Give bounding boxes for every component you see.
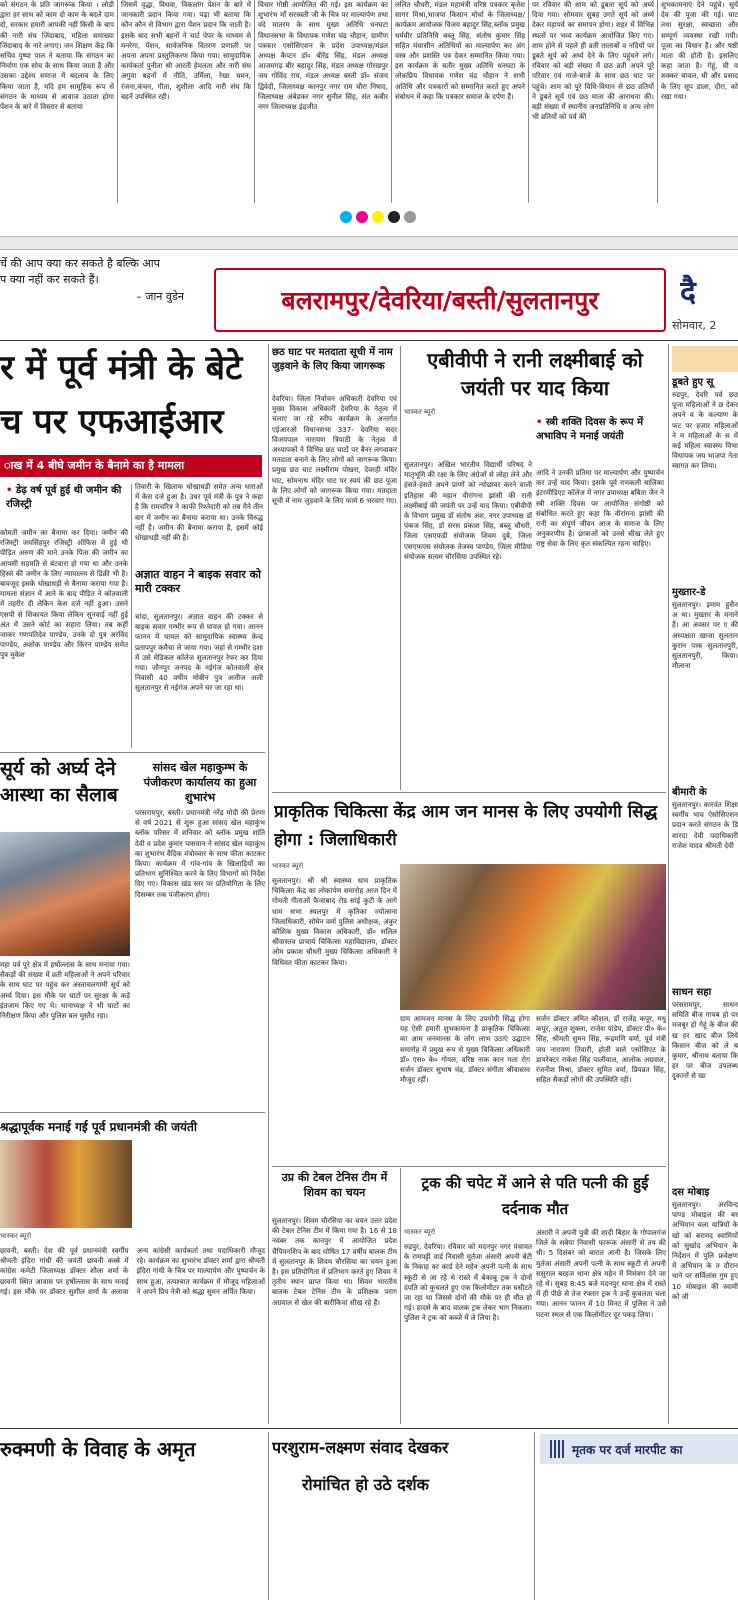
truck-byline: भास्कर ब्यूरो [404, 1228, 436, 1236]
sidebar-item-body: सुलतानपुर। अरविन्द पाण्ड मोबाइल की बर अभियान चला यात्रियों के खो को बरामद स्वामियों को सुखोद अभियान के निर्देशन में पुलि फ्रवेक्षण में अभियान के त दौरान थाने पर सर्विलांस गुम हुए 10 मोबाइल की स्वामी को जी [672, 1200, 738, 1301]
top-col-6: शुभकामनाएं देने पहुंचे। सूर्य देव की पूजा की गई। घाट तथा सुरक्षा, स्वच्छता और सम्पूर्ण व्यवस्था रखी गयी। पूजा का विधान है। और षष्ठी माता की होती है। इसलिए कहा जाता है। गेहूं, घी व शक्कर चावल, घी और प्रसाद के लिए सूप डाला, दौरा, को रखा गया। [661, 0, 738, 101]
lead-sub-bullet: • डेढ़ वर्ष पूर्व हुई थी जमीन की रजिस्ट्री [6, 484, 126, 524]
sansad-body: परसरामपुर, बस्ती। प्रधानमंत्री नरेंद्र मोदी की प्रेरणा से वर्ष 2021 से शुरू हुआ सांसद खेल महाकुंभ ब्लॉक परिसर में शनिवार को ब्लॉक प्रमुख शांति देवी व प्रदेश कुमार पासवान ने सांसद खेल महाकुंभ का शुभारंभ वैदिक मंत्रोच्चार के साथ फीता काटकर किया। कार्यक्रम में गांव-गांव के खिलाड़ियों का प्रतिभाग सुनिश्चित करने के लिए विभागों को निर्देश दिए गए। विकास खंड स्तर पर प्रतियोगिता के लिए दिसम्बर तक पंजीकरण होगा। [135, 808, 265, 899]
chhath-body: महा पर्व पूरे क्षेत्र में हर्षोल्लास के साथ मनाया गया। सैकड़ों की संख्या में व्रती महिलाओं ने अपने परिवार के साथ घाट पर पहुंच कर अस्ताचलगामी सूर्य को अर्घ्य दिया। इस मौके पर घाटों पर सुरक्षा के कड़े इंतजाम किए गए थे। थानाध्यक्ष ने भी घाटों का निरीक्षण किया और पुलिस बल मुस्तैद रहा। [0, 960, 130, 1021]
prakritik-body-mid: ग्राम आमजन मानस के लिए उपयोगी सिद्ध होगा यह ऐसी हमारी शुभकामना है प्राकृतिक चिकित्सा का आम जनमानस के लोग लाभ उठाएं उद्घाटन समारोह में प्रमुख रूप से मुख्य चिकित्सा अधिकारी डॉ० एस० के० गोयल, वरिष्ठ नाक कान गला रोग सर्जन डॉक्टर सुभाष चंद्र, डॉक्टर संगीता श्रीवास्तव मौजूद रहीं। [400, 1014, 530, 1085]
quote-line-2: प क्या नहीं कर सकते हैं। [0, 273, 99, 286]
parshuram-headline: परशुराम-लक्ष्मण संवाद देखकर [272, 1438, 449, 1457]
registration-dots [340, 211, 440, 225]
mritak-bars-icon [550, 1440, 566, 1458]
top-col-4: ललित चौधरी, मंडल महामंत्री वरिष्ठ पत्रकार बृजेश सागर मिश्रा,भाजपा किसान मोर्चा के जिलाध्यक्ष/कार्यक्रम आयोजक विजय बहादुर सिंह,ब्लॉक प्रमुख धर्मवीर प्रतिनिधि बब्लू सिंह, संतोष कुमार सिंह सहित मंचासीन अतिथियों का माल्यार्पण कर अंग वस्त्र और प्रशस्ति पत्र देकर सम्मानित किया गया। इस कार्यक्रम के बतौर मुख्य अतिथि धनघटा के लोकप्रिय विधायक गणेश चंद्र चौहान ने सभी अतिथि और पत्रकारों को सम्मानित करते हुए अपने संबोधन में कहा कि पत्रकार समाज के दर्पण हैं। [395, 0, 525, 101]
quote-line-1: र्चे की आप क्या कर सकते है बल्कि आप [0, 257, 160, 270]
indira-byline: भास्कर ब्यूरो [0, 1232, 32, 1240]
rani-sidebar-bullet: • स्त्री शक्ति दिवस के रूप में अभाविप ने मनाई जयंती [536, 416, 664, 464]
mritak-headline: मृतक पर दर्ज मारपीट का [572, 1442, 683, 1457]
sidebar-item [672, 376, 738, 586]
date-fragment: सोमवार, 2 [672, 319, 717, 332]
sidebar-item-headline: मुख्तार-डे [672, 587, 706, 598]
top-col-2: जिसमें वृद्धा, विधवा, विकलांग पेंशन के बारे में जानकारी प्रदान किया गया। पढ़ा भी बताया कि कौन कौन से विभाग द्वारा पेंशन प्रदान कि जाती है। इसके बाद सभी बहनों ने चार्ट पेपर के माध्यम से मनरेगा, पेंशन, सार्वजनिक वितरण प्रणाली पर अपना अपना प्रस्तुतिकरण किया गया। सामुदायिक कार्यकर्ता पुनीता श्री आरती हेमलता और नारी संघ अगुवा बहनों में नीति, उर्मिला, रेखा चमन, रंजना,कंचन, गीता, शुशीला आदि नारी संघ कि बहनें उपस्थित रही। [121, 0, 251, 101]
rani-body-right: आदि ने उनकी प्रतिमा पर माल्यार्पण और पुष्पार्चन कर उन्हें याद किया। इसके पूर्व रामकली बालिका इंटरमीडिएट कॉलेज में नगर उपाध्यक्ष बबिता जैन ने स्त्री शक्ति दिवस पर आयोजित संगोष्ठी को संबोधित करते हुए कहा कि वीरांगना झांसी की रानी का संपूर्ण जीवन आज के समाज के लिए अनुकरणीय है। छात्राओं को उनसे सीख लेते हुए राष्ट्र सेवा के लिए कृत संकल्पित रहना चाहिए। [536, 468, 664, 549]
sidebar-item-body: परसरामपुर, साधन समिति बीज गायब हो पर मजबूर हो गेहूं के बीज की ख हर खाद बीज लिये किसान बीज को ले ब कुमार, श्रीनाथ बताया कि हर पर बीज उपलब्ध दुकानों से खा [672, 1000, 738, 1081]
top-col-3: विचार गोष्ठी आयोजित की गई। इस कार्यक्रम का शुभारंभ माँ सरस्वती जी के चित्र पर माल्यार्पण तथा वंदे मातरम के साथ मुख्य अतिथि धनघटा विधानसभा के विधायक गणेश चंद्र चौहान, ग्रामीण पत्रकार एसोसिएशन के प्रदेश उपाध्यक्ष/मंडल अध्यक्ष कैप्टन डॉ० बीरेंद्र सिंह, मंडल अध्यक्ष आजमगढ़ बीर बहादुर सिंह, मंडल अध्यक्ष गोरखपुर जय गोविंद राय, मंडल अध्यक्ष बस्ती डॉ० संजय द्विवेदी, जिलाध्यक्ष कानपुर नगर राम चौरा निषाद, जिलाध्यक्ष अंबेडकर नगर सुनील सिंह, संत कबीर नगर जिलाध्यक्ष इंद्रजीत [258, 0, 388, 112]
parshuram-sub: रोमांचित हो उठे दर्शक [302, 1475, 429, 1494]
truck-headline: ट्रक की चपेट में आने से पति पत्नी की हुई दर्दनाक मौत [421, 1174, 649, 1218]
edition-title-band [214, 268, 666, 332]
lead-headline-2: च पर एफआईआर [0, 402, 224, 442]
logo-fragment: दै [680, 275, 696, 310]
prakritik-body-left: सुलतानपुर। श्री श्री स्वास्थ्य धाम प्राकृतिक चिकित्सा केंद्र का लोकार्पण समारोह आज दिन में गोमती गीताओं फैजाबाद रोड सांई कुटी के आगे धाम सभा स्थलपुर में कृतिका ज्योत्सना जिलाधिकारी, सोमेन वर्मा पुलिस अधीक्षक, अंकुर कौशिक मुख्य विकास अधिकारी, डॉ० सलिल श्रीवास्तव प्राचार्य चिकित्सा महाविद्यालय, डॉक्टर ओम प्रकाश चौधरी मुख्य चिकित्सा अधिकारी ने विधिवत फीता काटकर किया। [272, 876, 397, 967]
sidebar-item-headline: डूबते हुए सू [672, 377, 714, 388]
rani-headline: एबीवीपी ने रानी लक्ष्मीबाई को जयंती पर याद किया [427, 348, 643, 400]
sidebar-item-body: सुलतानपुर। कारवंत शिक्षा स्वर्गीय भाव ऐसोसिएशन प्रदान करते संगठन के डि शारदा देवी पदाधिकारी राजेश यादव श्रीमती देवी [672, 800, 738, 850]
rani-byline: भास्कर ब्यूरो [404, 408, 436, 416]
prakritik-body-right: सर्जन डॉक्टर अमित कौशल, डॉ राजेंद्र कपूर, मधु कपूर, अतुल शुक्ला, राजेश पांडेय, डॉक्टर पी० के० सिंह, श्रीमती सुमन सिंह, रूद्रमणि वर्मा, पूर्व मंत्री जय नारायण तिवारी, होली वाले एसोसिएट के डायरेक्टर राकेश सिंह पालीवाल, आलोक अग्रवाल, रंजनीश मिश्रा, डॉक्टर सुमित वर्मा, प्रियव्रत सिंह, सहित सैकड़ों लोगों की उपस्थिति रही। [536, 1014, 666, 1085]
accident-body: चांदा, सुलतानपुर। अज्ञात वाहन की टक्कर से बाइक सवार गम्भीर रूप से घायल हो गया। आनन फानन में घायल को सामुदायिक स्वास्थ्य केन्द्र प्रतापपुर कमैचा ले जाया गया। जहां से गम्भीर दशा में उसे मेडिकल कॉलेज सुलतानपुर रेफर कर दिया गया। जौनपुर जनपद के नईगंज कोतवाली क्षेत्र निवासी 40 वर्षीय मोबीन पुत्र अजीज अली सुलतानपुर से नईगंज अपने घर जा रहा था। [135, 612, 263, 693]
dot-cyan [340, 211, 352, 223]
indira-headline: श्रद्धापूर्वक मनाई गई पूर्व प्रधानमंत्री की जयंती [0, 1120, 197, 1134]
lead-body-left: कोमती जमीन का बैनामा कर दिया। जमीन की रजिस्ट्री जयसिंहपुर रजिस्ट्री ऑफिस में हुई थी पीड़ित अरुण की माने उनके पिता की जमीन का आपसी सहमति से बंटवारा हो गया था और उनके हिस्से की जमीन के लिए न्यायालय से डिक्री भी है। बावजूद इसके धोखाधड़ी से बैनामा कराया गया है। मामला संज्ञान में आने के बाद पीड़ित ने कोतवाली में तहरीर दी लेकिन केस दर्ज नहीं हुआ। उसने एसपी से शिकायत किया लेकिन सुनवाई नहीं हुई अंत में उसने कोर्ट का सहारा लिया। तब कहीं जाकर गणपतिदेव पाण्डेय, उनके दो पुत्र अरविंद पाण्डेय, अशोक पाण्डेय और किरन पाण्डेय समेत पुत्र मुकेश [0, 528, 128, 660]
edition-title: बलरामपुर/देवरिया/बस्ती/सुलतानपुर [281, 286, 599, 315]
sansad-headline: सांसद खेल महाकुम्भ के पंजीकरण कार्यालय का हुआ शुभारंभ [143, 761, 257, 804]
chhath-headline: सूर्य को अर्घ्य देने आस्था का सैलाब [0, 758, 118, 806]
dot-black [388, 211, 400, 223]
voter-headline: छठ घाट पर मतदाता सूची में नाम जुड़वाने के लिए किया जागरूक [272, 347, 393, 372]
truck-body-right: अंसारी ने अपनी पुत्री की शादी बिहार के गोपालगंज जिले के सबेया निवासी फारूक अंसारी से तय की थी। 5 दिसंबर को बारात आनी है। जिसके लिए मुर्तजा अंसारी अपनी पत्नी के साथ स्कूटी से अपनी ससुराल बरहज थाना क्षेत्र महेन में निमंत्रण देने जा रहे थे। सुबह 8:45 बजे मदनपुर थाना क्षेत्र में रास्ते में ही पीछे से तेज रफ्तार ट्रक ने उन्हें कुचलता चला गया। आनन फानन में 10 मिनट में पुलिस ने उसे घटना स्थल से एक किलोमीटर दूर पकड़ लिया। [536, 1228, 666, 1319]
sidebar-item [672, 1186, 738, 1416]
prakritik-byline: भास्कर ब्यूरो [272, 862, 304, 870]
lead-body-right: तिवारी के खिलाफ धोखाधड़ी समेत अन्य धाराओं में केस दर्ज हुआ है। उधर पूर्व मंत्री के पुत्र ने कहा है कि रामचरित्र ने काफी रिश्तेदारी को तब मैने तीन बार में जमीन का बैनामा कराया था। उनके विरुद्ध नहीं है। जमीन की बैनामा कराया है, इसमें कोई धोखाधड़ी नहीं की है। [135, 482, 263, 543]
prakritik-headline: प्राकृतिक चिकित्सा केंद्र आम जन मानस के लिए उपयोगी सिद्ध होगा : जिलाधिकारी [274, 802, 658, 850]
indira-body: छावनी, बस्ती। देश की पूर्व प्रधानमंत्री स्वर्गीय श्रीमती इंदिरा गांधी की जयंती छावनी कस्बे में कांग्रेस कमेटी जिलाध्यक्ष डॉक्टर शौला शर्मा के छावनी स्थित आवास पर हर्षोल्लास के साथ मनाई गई। इस मौके पर डॉक्टर सुशील शर्मा के अलावा अन्य कांग्रेसी कार्यकर्ता तथा पदाधिकारी मौजूद रहे। कार्यक्रम का शुभारंभ डॉक्टर शर्मा द्वारा श्रीमती इंदिरा गांधी के चित्र पर माल्यार्पण और पुष्पार्चन के साथ हुआ, तत्पश्चात कार्यक्रम में मौजूद महिलाओं ने अपने प्रिय नेत्री को श्रद्धा सुमन अर्पित किया। [0, 1246, 265, 1296]
prakritik-photo [400, 864, 666, 1010]
truck-body-left: रुद्रपुर, देवरिया। रविवार को मदनपुर नगर पंचायत के रामपट्टी वार्ड निवासी मुर्तजा अंसारी अपनी बेटी के निकाह का कार्ड देने महेन अपनी पत्नी के साथ स्कूटी से जा रहे थे रास्ते में बेकाबू ट्रक ने दोनों दंपति को कुचलते हुए एक किलोमीटर तक घसीटते जा रहा था जिससे दोनों की मौके पर ही मौत हो गई। हादसे के बाद चालक ट्रक लेकर भाग निकला। पुलिस ने ट्रक को कब्जे में ले लिया है। [404, 1242, 532, 1323]
voter-body: देवरिया। जिला निर्वाचन अधिकारी देवरिया एवं मुख्य विकास अधिकारी देवरिया के नेतृत्व में चलाए जा रहे स्वीप कार्यक्रम के अन्तर्गत एईआरओ विधानसभा 337- देवरिया सदर विजयपाल नारायण त्रिपाठी के नेतृत्व में अध्यापकों ने विभिन्न छठ घाटों पर बैनर लगवाकर मतदाता बनाने के लिए लोगों को जागरूक किया। प्रमुख छठ घाट लक्ष्मीराम पोखरा, देवरही मंदिर घाट, सोमनाथ मंदिर घाट पर स्वयं की छठ पूजा के लिए लोगों को जागरूक किया गया। मतदाता सूची में नाम जुड़वाने के लिए फार्म 6 भरवाए गए। [272, 394, 397, 506]
sidebar-item-body: रुद्रपुर, देवरि पर्व छठ पूजा महिलाओं ने छ देकर अपने व के कल्याण के फट पर हजार महिलाओं ने म महिलाओं के स में कई महिला स्वास्थ्य विभा विधायक जय भाजपा नेता स्वागत कर लिया। [672, 390, 738, 471]
dot-gray [404, 211, 416, 223]
lead-kicker: ाख में 4 बीघे जमीन के बैनामे का है मामला [0, 455, 262, 477]
tennis-body: सुलतानपुर। शिवम चौरसिया का चयन उत्तर प्रदेश की टेबल टेनिस टीम में किया गया है। 16 से 18 नवंबर तक कानपुर में आयोजित प्रदेश चैंपियनशिप के बाद घोषित 17 वर्षीय बालक टीम में सुलतानपुर के शिवम चौरसिया का चयन हुआ है। इस प्रतियोगिता में प्रतिभाग करते हुए शिवम ने तृतीय स्थान प्राप्त किया था। शिवम भारतीय बालक टेबल टेनिस टीम के प्रशिक्षक पराग अग्रवाल से खेल की बारीकियां सीख रहे हैं। [272, 1216, 397, 1307]
sidebar-item-headline: साधन सहा [672, 987, 712, 998]
top-col-1: को संगठन के प्रति जागरूक किया । लोडी द्वारा हर साथ को काम दो काम के बदले दाम दो, सरकार हमारी आपकी नहीं किसी के बाप की नारी संघ जिंदाबाद, महिला समाख्या जिंदाबाद के नारे लगाए। जन शिक्षण केंद्र कि सचिव पुष्पा पाल ने बताया कि संगठन का निर्माण एक सोच के साथ किया जाता है और उसका उद्देश्य समाज में बदलाव के लिए किया जाता है, यदि हम सामूहिक रूप से संगठन के माध्यम से आवाज उठाता होगा पेंशन के बारे में विस्तार से बताया [0, 0, 114, 112]
accident-headline: अज्ञात वाहन ने बाइक सवार को मारी टक्कर [135, 568, 261, 595]
mritak-headline-box [540, 1434, 738, 1464]
tennis-headline: उप्र की टेबल टेनिस टीम में शिवम का चयन [281, 1171, 388, 1199]
page-break [0, 236, 738, 250]
dot-magenta [356, 211, 368, 223]
sidebar-item-body: सुलतानपुर। इमाम हुसैन अ था। मुख्तार के मनाने हैं। आ अवसर पर ए की अध्यक्षता खाजा सुलतान कुरान पाक सुलतानपुरी, सुलतानपुरी, किया। मौलाना [672, 600, 738, 671]
right-sidebar-accent [672, 346, 738, 372]
lead-headline-1: र में पूर्व मंत्री के बेटे [0, 348, 243, 388]
masthead-quote [0, 256, 212, 336]
sidebar-item [672, 786, 738, 986]
indira-photo [0, 1140, 132, 1228]
sidebar-item-headline: बीमारी के [672, 787, 707, 798]
chhath-photo [0, 832, 130, 956]
sidebar-item [672, 986, 738, 1186]
sidebar-item [672, 586, 738, 786]
top-col-5: पर रविवार की शाम को डूबता सूर्य को अर्घ्य दिया गया। सोमवार सुबह उगते सूर्य को अर्घ्य देकर महापर्व का समापन होगा। शहर में विभिन्न स्थलों पर भव्य कार्यक्रम आयोजित किए गए। शाम होने से पहले ही व्रती तालाबों व नदियों पर डूबते सूर्य को अर्घ्य देने के लिए पहुंचने लगे। रविवार को बड़ी संख्या में छठ व्रती अपने पूरे परिवार एवं गाजे-बाजे के साथ छठ घाट पर पहुंचे। शाम को पूरे विधि-विधान से छठ व्रतियों ने डूबते सूर्य एवं छठ माता की आराधना की। बड़ी संख्या में स्थानीय जनप्रतिनिधि व अन्य लोग भी व्रतियों को पर्व की [532, 0, 654, 122]
dot-yellow [372, 211, 384, 223]
right-sidebar [672, 376, 738, 1422]
rukmani-headline: रुक्मणी के विवाह के अमृत [0, 1437, 196, 1461]
sidebar-item-headline: दस मोबाइ [672, 1187, 710, 1198]
quote-author: – जान वुडेन [136, 290, 184, 303]
rani-body: सुलतानपुर। अखिल भारतीय विद्यार्थी परिषद ने मातृभूमि की रक्षा के लिए अंग्रेजों से लोहा लेने और हंसते-हंसते अपने प्राणों को न्योछावर करने वाली इतिहास की महान वीरांगना झांसी की रानी लक्ष्मीबाई की जयंती पर उन्हें याद किया। एबीवीपी के विभाग प्रमुख डॉ संतोष अंश, नगर उपाध्यक्ष डॉ पंकज सिंह, डॉ सरस प्रकाश सिंह, बब्लू चौधरी, जिला एसएफडी संयोजक शिवम दुबे, जिला एसएफएस संयोजक तेजस्व पाण्डेय, जिला मीडिया संयोजक सत्यम चौरसिया उपस्थित रहे। [404, 460, 532, 561]
